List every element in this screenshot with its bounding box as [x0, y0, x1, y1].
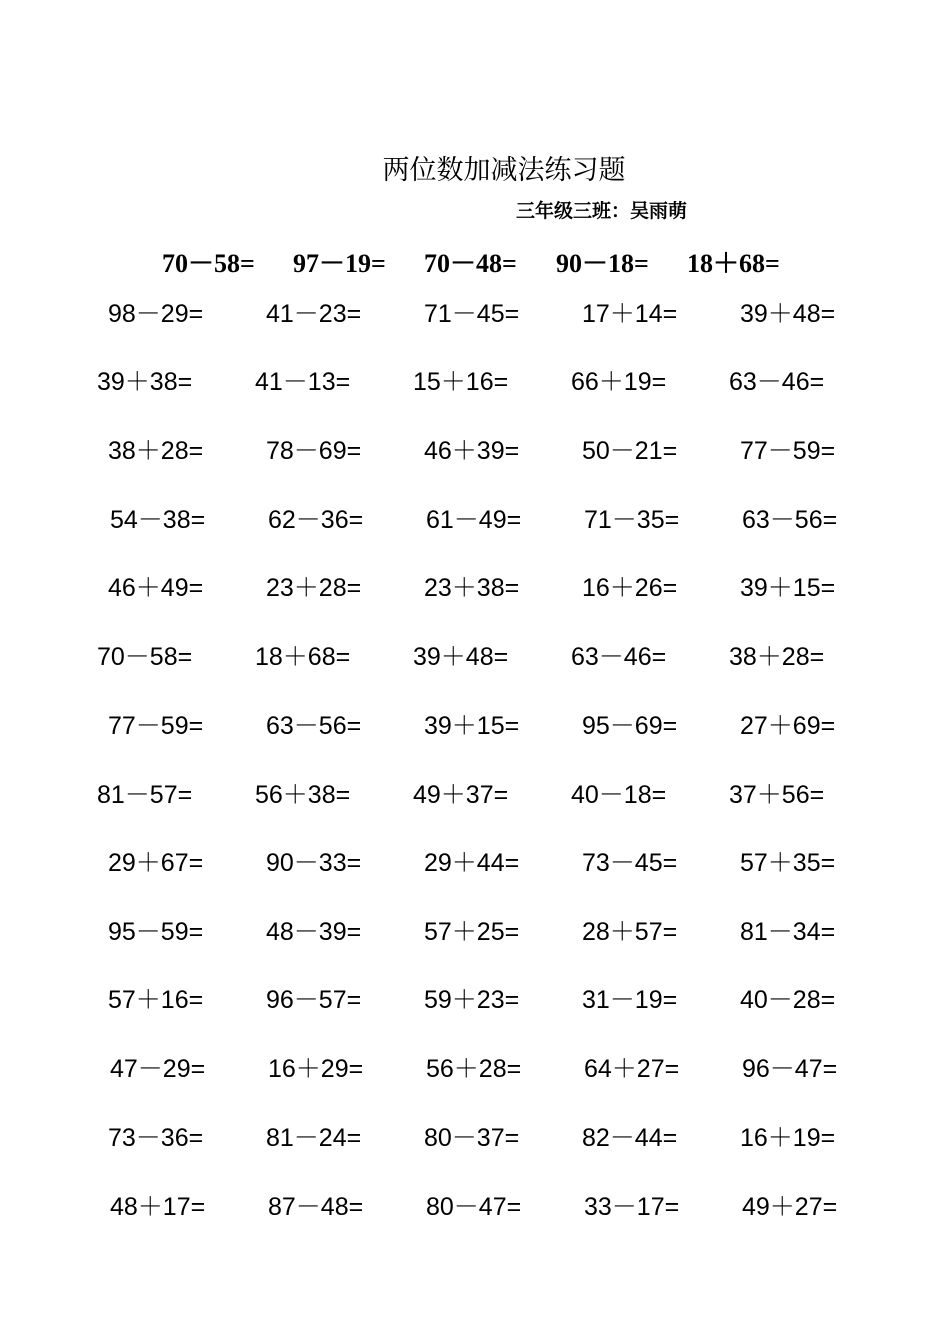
problem: 28＋57= [582, 918, 678, 946]
problem: 39＋48= [740, 300, 836, 328]
problem: 23＋38= [424, 574, 520, 602]
problem: 82－44= [582, 1124, 678, 1152]
problem: 38＋28= [729, 643, 825, 671]
problem: 23＋28= [266, 574, 362, 602]
problem: 57＋35= [740, 849, 836, 877]
problem: 41－23= [266, 300, 362, 328]
problem: 27＋69= [740, 712, 836, 740]
problem-row [0, 706, 950, 746]
problem: 46＋49= [108, 574, 204, 602]
problem: 39＋15= [740, 574, 836, 602]
class-student-label: 三年级三班：吴雨萌 [516, 200, 688, 222]
problem: 62－36= [268, 506, 364, 534]
problem: 37＋56= [729, 781, 825, 809]
problem: 95－59= [108, 918, 204, 946]
problem: 33－17= [584, 1193, 680, 1221]
problem-row [0, 244, 950, 284]
problem: 80－37= [424, 1124, 520, 1152]
problem: 73－45= [582, 849, 678, 877]
problem-row [0, 1187, 950, 1227]
problem: 96－57= [266, 986, 362, 1014]
problem: 71－45= [424, 300, 520, 328]
problem: 57＋16= [108, 986, 204, 1014]
problem: 90－18= [556, 249, 649, 278]
problem: 63－46= [571, 643, 667, 671]
problem: 59＋23= [424, 986, 520, 1014]
problem: 15＋16= [413, 368, 509, 396]
problem: 40－28= [740, 986, 836, 1014]
problem: 56＋38= [255, 781, 351, 809]
problem: 48－39= [266, 918, 362, 946]
problem: 49＋37= [413, 781, 509, 809]
problem: 80－47= [426, 1193, 522, 1221]
problem: 17＋14= [582, 300, 678, 328]
problem: 39＋48= [413, 643, 509, 671]
problem: 50－21= [582, 437, 678, 465]
problem-row [0, 1118, 950, 1158]
problem: 41－13= [255, 368, 351, 396]
problem: 29＋44= [424, 849, 520, 877]
problem: 78－69= [266, 437, 362, 465]
page-title: 两位数加减法练习题 [382, 155, 626, 186]
problem: 56＋28= [426, 1055, 522, 1083]
problem: 48＋17= [110, 1193, 206, 1221]
problem: 57＋25= [424, 918, 520, 946]
problem: 49＋27= [742, 1193, 838, 1221]
problem-row [0, 637, 950, 677]
problem: 77－59= [108, 712, 204, 740]
problem: 73－36= [108, 1124, 204, 1152]
problem: 54－38= [110, 506, 206, 534]
problem: 95－69= [582, 712, 678, 740]
problem: 90－33= [266, 849, 362, 877]
problem: 46＋39= [424, 437, 520, 465]
problem: 97－19= [293, 249, 386, 278]
problem: 31－19= [582, 986, 678, 1014]
problem: 98－29= [108, 300, 204, 328]
problem-row [0, 980, 950, 1020]
problem: 29＋67= [108, 849, 204, 877]
problem-row [0, 912, 950, 952]
problem-row [0, 1049, 950, 1089]
problem: 63－46= [729, 368, 825, 396]
problem: 47－29= [110, 1055, 206, 1083]
problem: 81－57= [97, 781, 193, 809]
problem-row [0, 362, 950, 402]
problem: 18＋68= [687, 249, 780, 278]
problem: 70－48= [424, 249, 517, 278]
problem: 63－56= [266, 712, 362, 740]
problem: 38＋28= [108, 437, 204, 465]
problem: 16＋29= [268, 1055, 364, 1083]
problem: 61－49= [426, 506, 522, 534]
problem: 66＋19= [571, 368, 667, 396]
problem: 39＋15= [424, 712, 520, 740]
problem: 70－58= [97, 643, 193, 671]
problem: 87－48= [268, 1193, 364, 1221]
problem-row [0, 294, 950, 334]
problem-row [0, 568, 950, 608]
problem-row [0, 500, 950, 540]
problem-row [0, 431, 950, 471]
problem: 16＋19= [740, 1124, 836, 1152]
problem-row [0, 843, 950, 883]
problem: 96－47= [742, 1055, 838, 1083]
problem: 39＋38= [97, 368, 193, 396]
problem: 71－35= [584, 506, 680, 534]
problem: 18＋68= [255, 643, 351, 671]
problem: 40－18= [571, 781, 667, 809]
problem: 70－58= [162, 249, 255, 278]
problem: 16＋26= [582, 574, 678, 602]
problem: 81－24= [266, 1124, 362, 1152]
problem-row [0, 775, 950, 815]
problem: 77－59= [740, 437, 836, 465]
problem: 64＋27= [584, 1055, 680, 1083]
problem: 81－34= [740, 918, 836, 946]
problem: 63－56= [742, 506, 838, 534]
